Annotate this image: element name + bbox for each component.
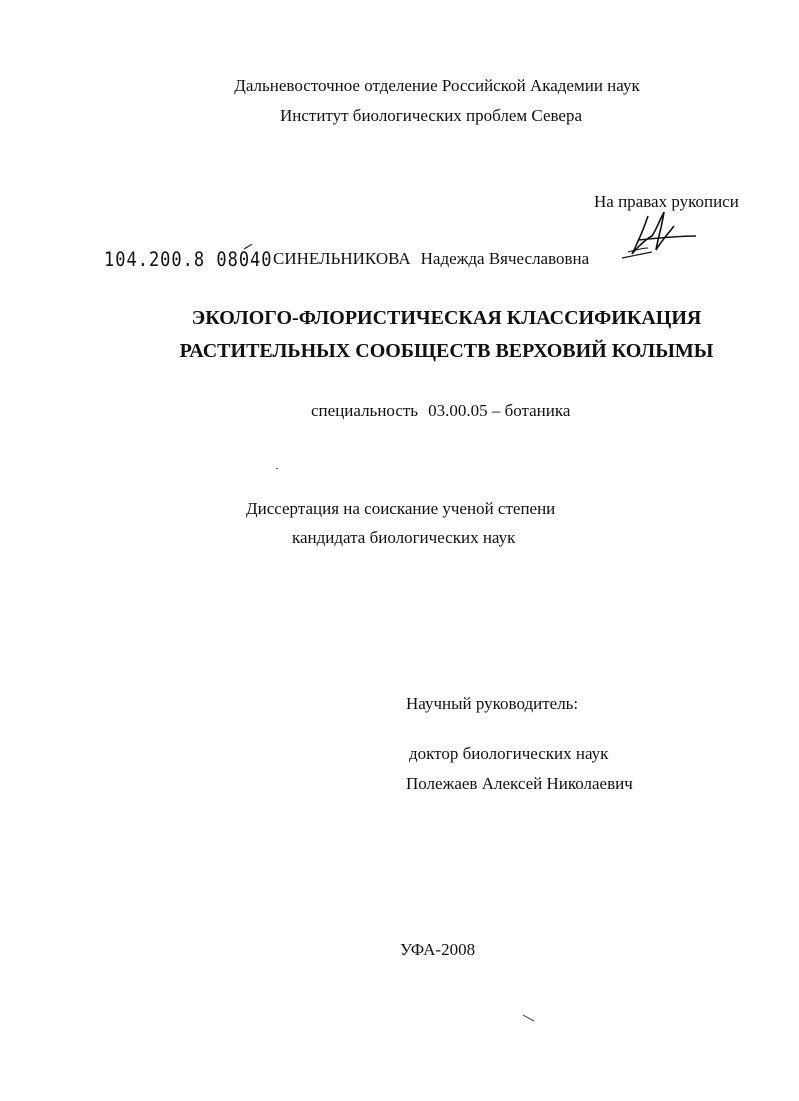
registration-code: 104.200.8 08040 <box>104 248 273 272</box>
dissertation-title-line-1: ЭКОЛОГО-ФЛОРИСТИЧЕСКАЯ КЛАССИФИКАЦИЯ <box>191 307 702 329</box>
specialty-code: 03.00.05 – ботаника <box>428 401 571 420</box>
author-given-names: Надежда Вячеславовна <box>420 249 590 268</box>
institute-name: Институт биологических проблем Севера <box>279 106 583 125</box>
city-year: УФА-2008 <box>400 940 476 959</box>
author-name <box>273 249 589 269</box>
supervisor-degree: доктор биологических наук <box>409 744 609 763</box>
manuscript-rights-note: На правах рукописи <box>594 192 739 211</box>
handwritten-signature <box>618 206 698 266</box>
specialty-label: специальность <box>311 401 419 420</box>
specialty <box>311 401 570 421</box>
degree-line-1: Диссертация на соискание ученой степени <box>246 499 556 518</box>
stray-mark <box>522 1014 536 1022</box>
stray-mark <box>276 468 278 469</box>
author-surname: СИНЕЛЬНИКОВА <box>273 249 411 268</box>
code-tick-mark <box>243 244 253 250</box>
dissertation-title-line-2: РАСТИТЕЛЬНЫХ СООБЩЕСТВ ВЕРХОВИЙ КОЛЫМЫ <box>179 340 714 362</box>
degree-line-2: кандидата биологических наук <box>292 528 516 547</box>
supervisor-label: Научный руководитель: <box>406 694 579 713</box>
supervisor-name: Полежаев Алексей Николаевич <box>406 774 633 793</box>
organization-name: Дальневосточное отделение Российской Академии наук <box>234 76 640 95</box>
